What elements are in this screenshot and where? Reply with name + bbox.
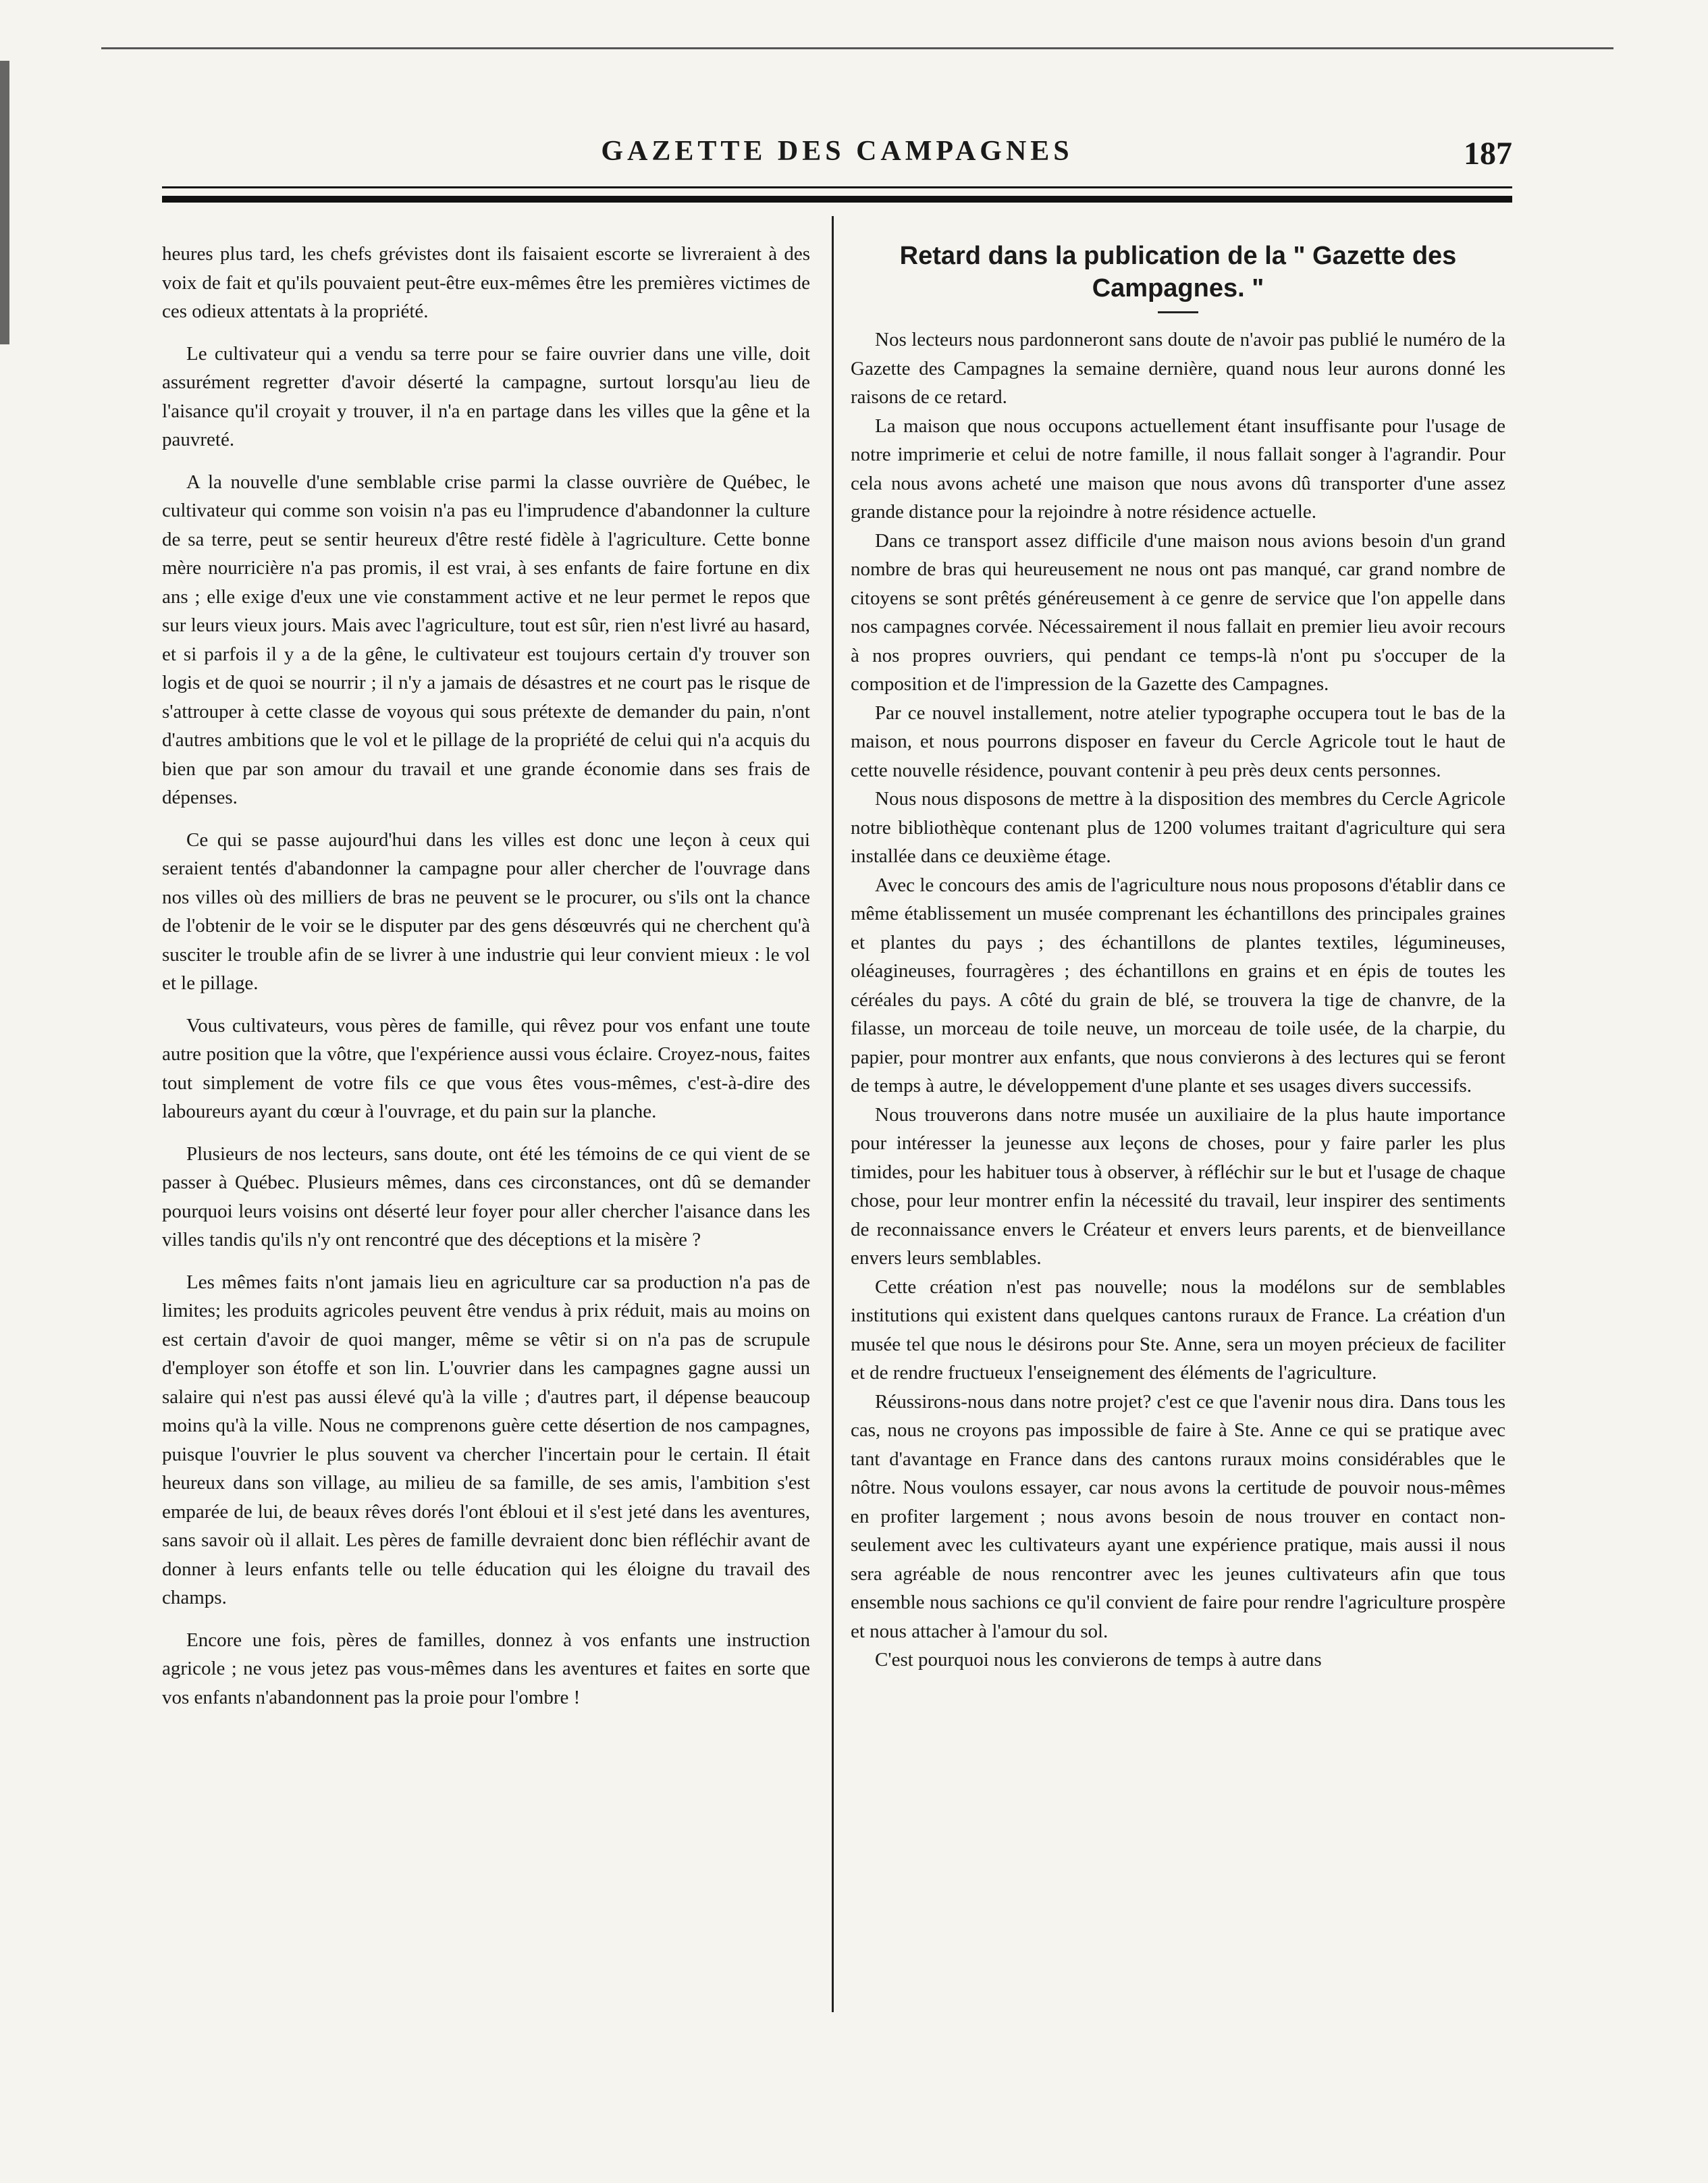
- title-rule: [1158, 311, 1198, 313]
- right-paragraph-1: Nos lecteurs nous pardonneront sans doute de n'avoir pas publié le numéro de la Gazette des Campagnes la semaine dernière, quand nous leur aurons donné les raisons de ce retard.: [851, 329, 1505, 408]
- right-paragraph-9: Réussirons-nous dans notre projet? c'est ce que l'avenir nous dira. Dans tous les cas, nous ne croyons pas impossible de faire à Ste. Anne ce qui se pratique avec tant d'avantage en France dans des cantons ruraux moins considérables que le nôtre. Nous voulons essayer, car nous avons la certitude de pouvoir nous-mêmes en profiter largement ; nous avons besoin de nous trouver en contact non-seulement avec les cultivateurs ayant une expérience pratique, mais aussi il nous sera agréable de nous rencontrer avec les jeunes cultivateurs afin que tous ensemble nous sachions ce qu'il convient de faire pour rendre l'agriculture prospère et nous attacher à l'amour du sol.: [851, 1390, 1505, 1642]
- right-paragraph-7: Nous trouverons dans notre musée un auxiliaire de la plus haute importance pour intéresser la jeunesse aux leçons de choses, pour y faire parler les plus timides, pour les habituer tous à observer, à réfléchir sur le but et l'usage de chaque chose, pour leur montrer enfin la nécessité du travail, leur inspirer des sentiments de reconnaissance envers le Créateur et envers leurs parents, et de bienveillance envers leurs semblables.: [851, 1103, 1505, 1269]
- right-paragraph-5: Nous nous disposons de mettre à la disposition des membres du Cercle Agricole notre bibliothèque contenant plus de 1200 volumes traitant d'agriculture qui sera installée dans ce deuxième étage.: [851, 788, 1505, 867]
- left-paragraph-1: heures plus tard, les chefs grévistes dont ils faisaient escorte se livreraient à des voix de fait et qu'ils pouvaient peut-être eux-mêmes être les premières victimes de ces odieux attentats à la propriété.: [162, 243, 810, 322]
- scan-edge-shadow: [0, 61, 9, 344]
- left-paragraph-4: Ce qui se passe aujourd'hui dans les villes est donc une leçon à ceux qui seraient tentés d'abandonner la campagne pour aller chercher de l'ouvrage dans nos villes où des milliers de bras ne peuvent se le procurer, ou s'ils ont la chance de l'obtenir de le voir se le disputer par des gens désœuvrés qui ne cherchent qu'à susciter le trouble afin de se livrer à une industrie qui leur convient mieux : le vol et le pillage.: [162, 829, 810, 994]
- right-paragraph-3: Dans ce transport assez difficile d'une maison nous avions besoin d'un grand nombre de bras qui heureusement ne nous ont pas manqué, car grand nombre de citoyens se sont prêtés généreusement à ce genre de service que l'on appelle dans nos campagnes corvée. Nécessairement il nous fallait en premier lieu avoir recours à nos propres ouvriers, qui pendant ce temps-là n'ont pu s'occuper de la composition et de l'impression de la Gazette des Campagnes.: [851, 529, 1505, 695]
- left-paragraph-3: A la nouvelle d'une semblable crise parmi la classe ouvrière de Québec, le cultivateur qui comme son voisin n'a pas eu l'imprudence d'abandonner la culture de sa terre, peut se sentir heureux d'être resté fidèle à l'agriculture. Cette bonne mère nourricière n'a pas promis, il est vrai, à ses enfants de faire fortune en dix ans ; elle exige d'eux une vie constamment active et ne leur permet le repos que sur leurs vieux jours. Mais avec l'agriculture, tout est sûr, rien n'est livré au hasard, et si parfois il y a de la gêne, le cultivateur est toujours certain d'y trouver son logis et de quoi se nourrir ; il n'y a jamais de désastres et ne court pas le risque de s'attrouper à cette classe de voyous qui sous prétexte de demander du pain, n'ont d'autres ambitions que le vol et le pillage de la propriété de celui qui n'a acquis du bien que par son amour du travail et une grande économie dans ses frais de dépenses.: [162, 471, 810, 808]
- right-paragraph-10: C'est pourquoi nous les convierons de temps à autre dans: [875, 1649, 1322, 1671]
- left-paragraph-6: Plusieurs de nos lecteurs, sans doute, ont été les témoins de ce qui vient de se passer à Québec. Plusieurs mêmes, dans ces circonstances, ont dû se demander pourquoi leurs voisins ont déserté leur foyer pour aller chercher l'aisance dans les villes tandis qu'ils n'y ont rencontré que des déceptions et la misère ?: [162, 1142, 810, 1251]
- column-divider: [832, 216, 834, 2012]
- article-title: Retard dans la publication de la " Gazette des Campagnes. ": [899, 242, 1457, 303]
- journal-title: GAZETTE DES CAMPAGNES: [601, 136, 1073, 167]
- right-paragraph-4: Par ce nouvel installement, notre atelier typographe occupera tout le bas de la maison, et nous pourrons disposer en faveur du Cercle Agricole tout le haut de cette nouvelle résidence, pouvant contenir à peu près deux cents personnes.: [851, 702, 1505, 781]
- right-column: [851, 240, 1505, 1675]
- left-paragraph-7: Les mêmes faits n'ont jamais lieu en agriculture car sa production n'a pas de limites; les produits agricoles peuvent être vendus à prix réduit, mais au moins on est certain d'avoir de quoi manger, même se vêtir si on n'a pas de scrupule d'employer son étoffe et son lin. L'ouvrier dans les campagnes gagne aussi un salaire qui n'est pas aussi élevé qu'à la ville ; d'autres part, il dépense beaucoup moins qu'à la ville. Nous ne comprenons guère cette désertion de nos campagnes, puisque l'ouvrier le plus souvent va chercher l'incertain pour le certain. Il était heureux dans son village, au milieu de sa famille, de ses amis, l'ambition s'est emparée de lui, de beaux rêves dorés l'ont ébloui et il s'est jeté dans les aventures, sans savoir où il allait. Les pères de famille devraient donc bien réfléchir avant de donner à leurs enfants telle ou telle éducation qui les éloigne du travail des champs.: [162, 1271, 810, 1608]
- top-rule: [101, 47, 1613, 49]
- header-rule-thick: [162, 196, 1512, 203]
- right-paragraph-8: Cette création n'est pas nouvelle; nous la modélons sur de semblables institutions qui existent dans quelques cantons ruraux de France. La création d'un musée tel que nous le désirons pour Ste. Anne, sera un moyen précieux de faciliter et de rendre fructueux l'enseignement des éléments de l'agriculture.: [851, 1275, 1505, 1384]
- left-paragraph-2: Le cultivateur qui a vendu sa terre pour se faire ouvrier dans une ville, doit assurément regretter d'avoir déserté la campagne, surtout lorsqu'au lieu de l'aisance qu'il croyait y trouver, il n'a en partage dans les villes que la gêne et la pauvreté.: [162, 342, 810, 450]
- page-number: 187: [1464, 136, 1512, 172]
- right-paragraph-2: La maison que nous occupons actuellement étant insuffisante pour l'usage de notre imprimerie et celui de notre famille, il nous fallait songer à l'agrandir. Pour cela nous avons acheté une maison que nous avons dû transporter d'une assez grande distance pour la rejoindre à notre résidence actuelle.: [851, 415, 1505, 523]
- header-rule-thin: [162, 186, 1512, 188]
- left-paragraph-8: Encore une fois, pères de familles, donnez à vos enfants une instruction agricole ; ne vous jetez pas vous-mêmes dans les aventures et faites en sorte que vos enfants n'abandonnent pas la proie pour l'ombre !: [162, 1629, 810, 1708]
- left-paragraph-5: Vous cultivateurs, vous pères de famille, qui rêvez pour vos enfant une toute autre position que la vôtre, que l'expérience aussi vous éclaire. Croyez-nous, faites tout simplement de votre fils ce que vous êtes vous-mêmes, c'est-à-dire des laboureurs ayant du cœur à l'ouvrage, et du pain sur la planche.: [162, 1014, 810, 1122]
- right-paragraph-6: Avec le concours des amis de l'agriculture nous nous proposons d'établir dans ce même établissement un musée comprenant les échantillons des principales graines et plantes du pays ; des échantillons de plantes textiles, légumineuses, oléagineuses, fourragères ; des échantillons en grains et en épis de toutes les céréales du pays. A côté du grain de blé, se trouvera la tige de chanvre, de la filasse, un morceau de toile neuve, un morceau de toile usée, de la charpie, du papier, pour montrer aux enfants, que nous convierons à des lectures qui se feront de temps à autre, le développement d'une plante et ses usages divers successifs.: [851, 874, 1505, 1097]
- left-column: [162, 240, 810, 1724]
